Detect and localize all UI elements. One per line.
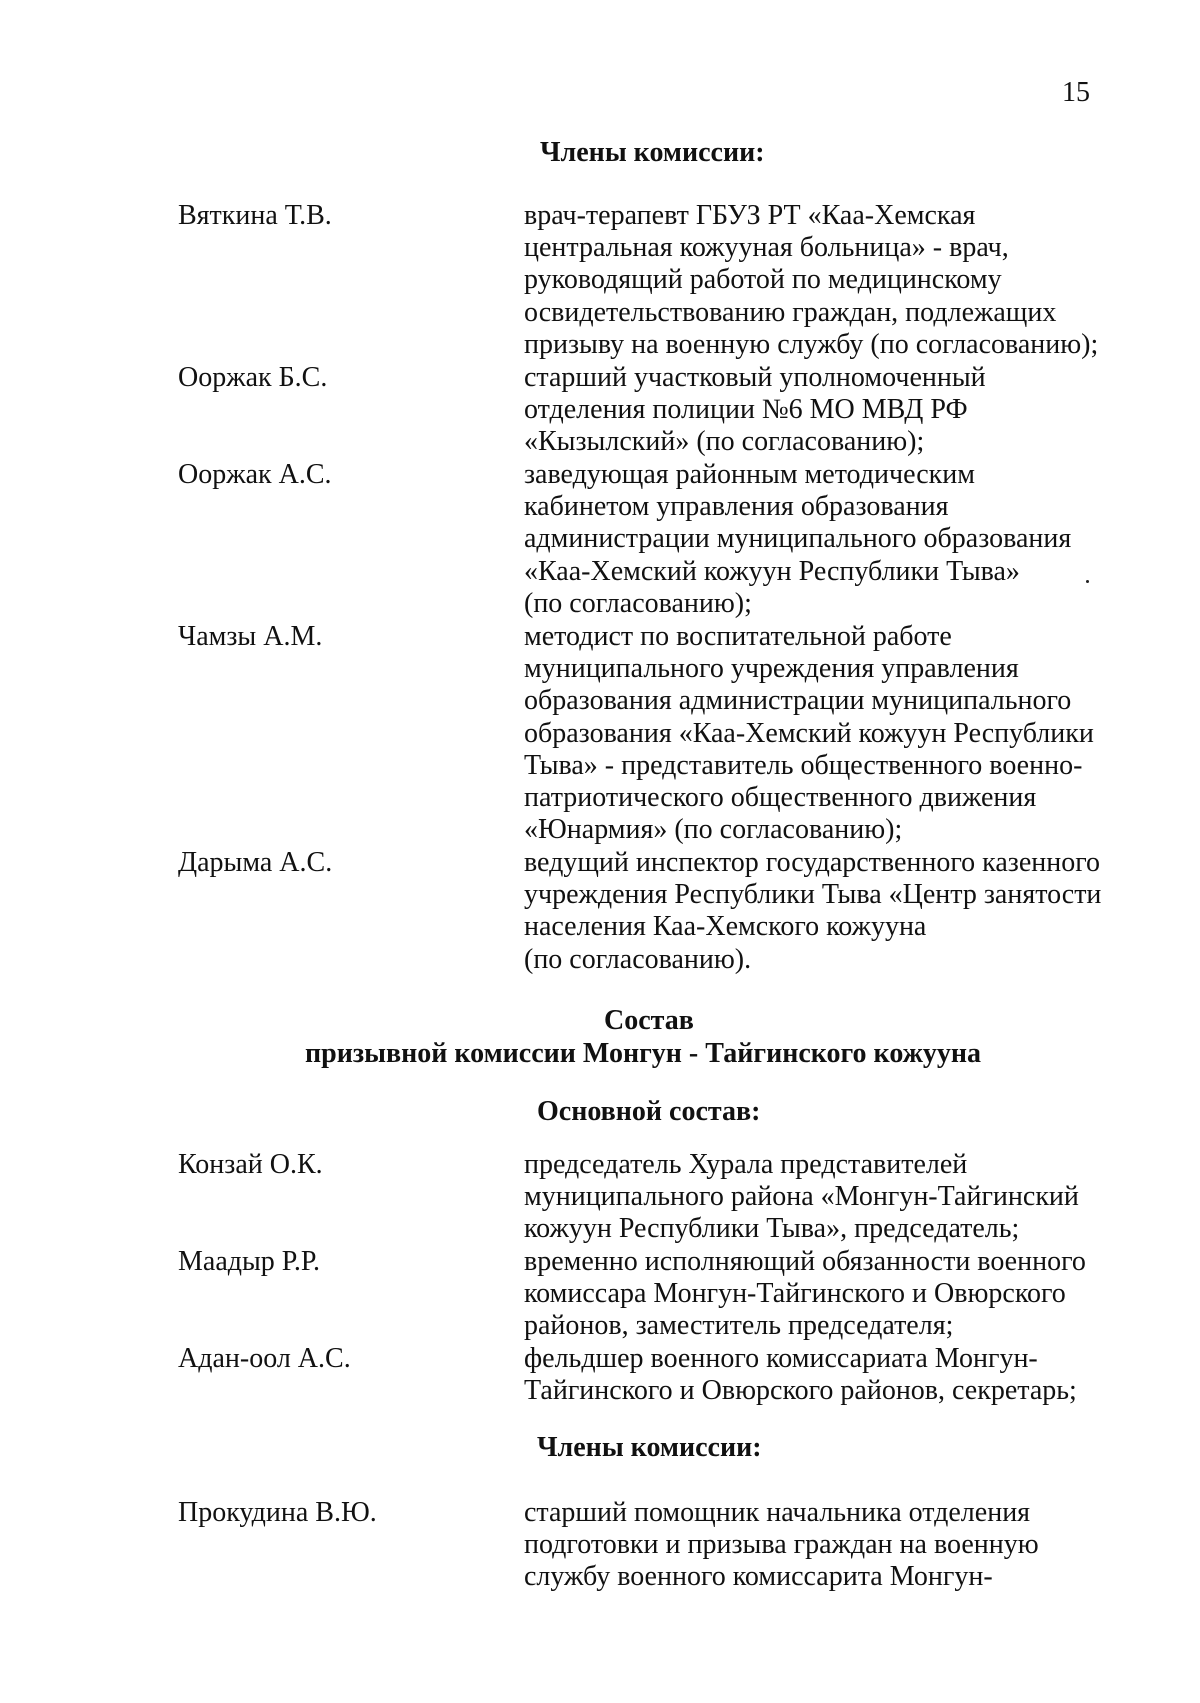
stray-mark xyxy=(1086,580,1089,583)
member-name: Адан-оол А.С. xyxy=(178,1343,351,1374)
composition-title: Состав xyxy=(604,1005,694,1036)
section-heading-main: Основной состав: xyxy=(537,1096,761,1127)
member-name: Конзай О.К. xyxy=(178,1149,323,1180)
member-description: заведующая районным методическим кабинетом управления образования администрации муниципального образования «Каа-Хемский кожуун Республики Тыва» (по согласованию); xyxy=(524,459,1072,619)
member-name: Ооржак Б.С. xyxy=(178,362,328,393)
member-description: врач-терапевт ГБУЗ РТ «Каа-Хемская центральная кожууная больница» - врач, руководящий работой по медицинскому освидетельствованию граждан, подлежащих призыву на военную службу (по согласованию); xyxy=(524,200,1099,360)
member-description: методист по воспитательной работе муниципального учреждения управления образования администрации муниципального образования «Каа-Хемский кожуун Республики Тыва» - представитель общественного военно- патриотического общественного движения «Юнармия» (по согласованию); xyxy=(524,621,1094,846)
section-heading-members-2: Члены комиссии: xyxy=(537,1432,762,1463)
member-name: Ооржак А.С. xyxy=(178,459,332,490)
page-number: 15 xyxy=(1062,77,1090,108)
member-description: председатель Хурала представителей муниципального района «Монгун-Тайгинский кожуун Республики Тыва», председатель; xyxy=(524,1149,1079,1245)
member-description: временно исполняющий обязанности военного комиссара Монгун-Тайгинского и Овюрского районов, заместитель председателя; xyxy=(524,1246,1086,1342)
section-heading-members: Члены комиссии: xyxy=(540,137,765,168)
member-description: фельдшер военного комиссариата Монгун- Тайгинского и Овюрского районов, секретарь; xyxy=(524,1343,1077,1407)
member-name: Чамзы А.М. xyxy=(178,621,323,652)
member-name: Маадыр Р.Р. xyxy=(178,1246,320,1277)
composition-subtitle: призывной комиссии Монгун - Тайгинского кожууна xyxy=(305,1038,982,1069)
member-name: Прокудина В.Ю. xyxy=(178,1497,377,1528)
member-name: Дарыма А.С. xyxy=(178,847,333,878)
member-description: старший помощник начальника отделения подготовки и призыва граждан на военную службу военного комиссарита Монгун- xyxy=(524,1497,1039,1593)
member-description: ведущий инспектор государственного казенного учреждения Республики Тыва «Центр занятости населения Каа-Хемского кожууна (по согласованию). xyxy=(524,847,1102,975)
member-description: старший участковый уполномоченный отделения полиции №6 МО МВД РФ «Кызылский» (по согласованию); xyxy=(524,362,986,458)
member-name: Вяткина Т.В. xyxy=(178,200,332,231)
